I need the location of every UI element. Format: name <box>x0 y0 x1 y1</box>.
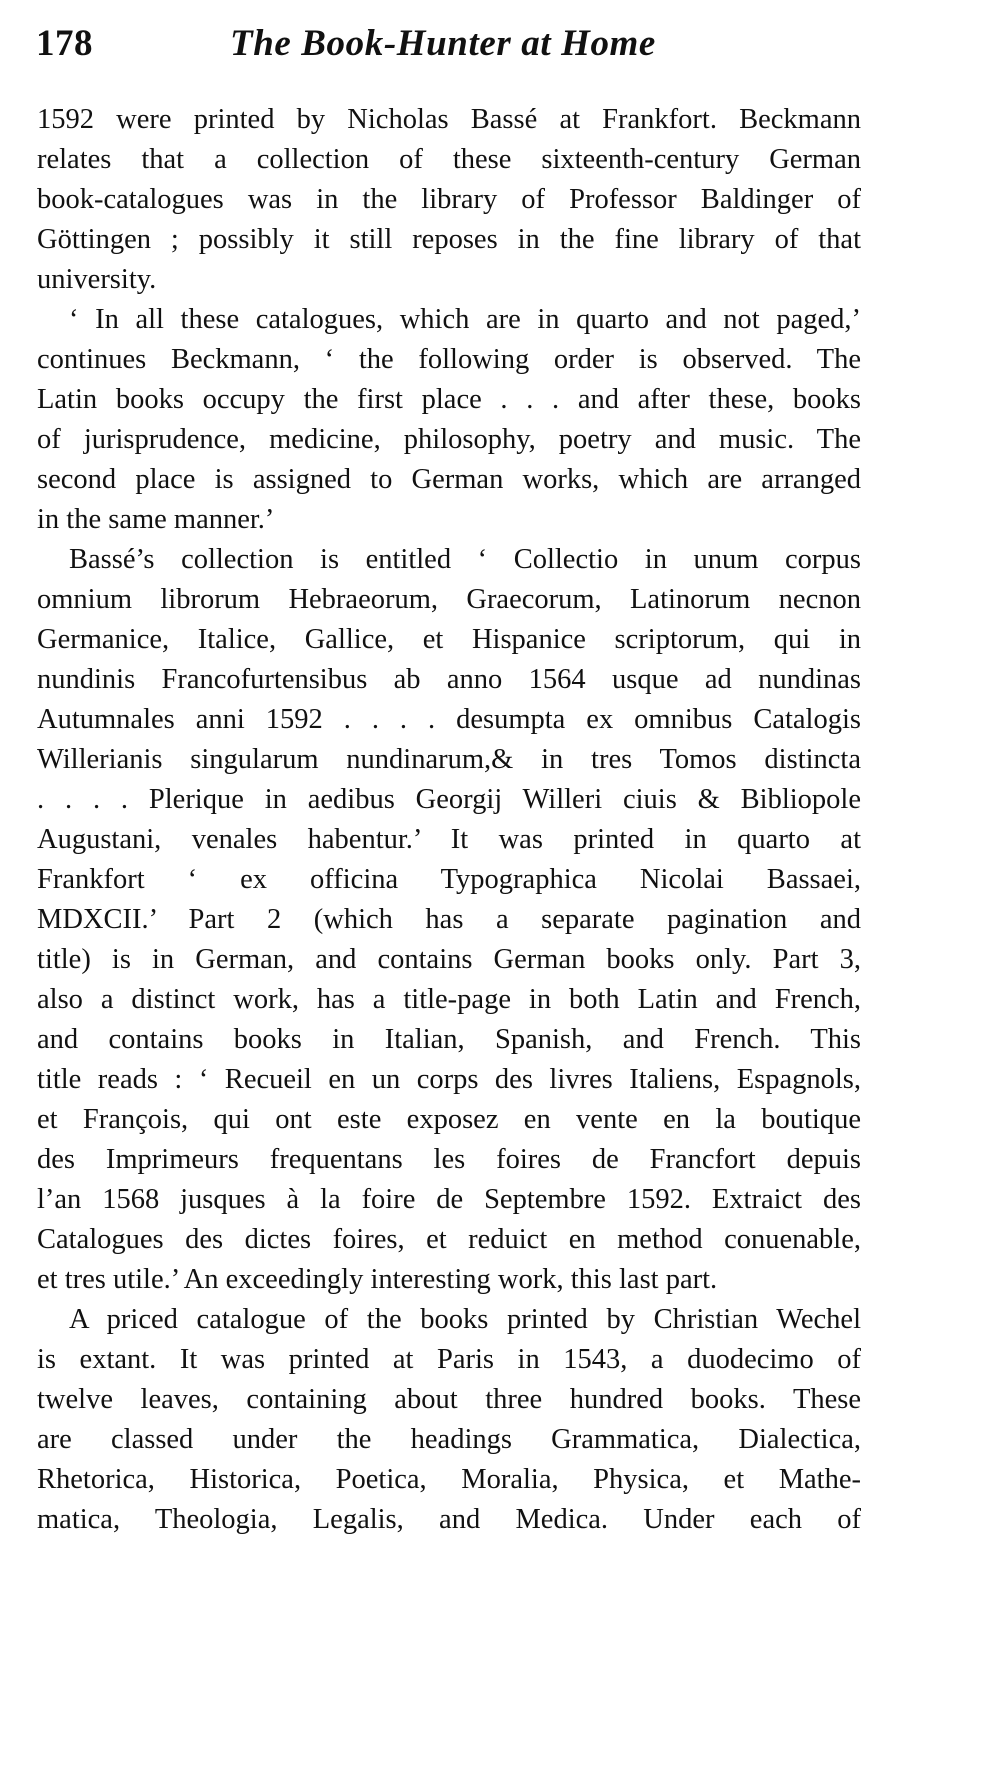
text-line: et tres utile.’ An exceedingly interesting work, this last part. <box>37 1264 718 1295</box>
text-line: Frankfort ‘ ex officina Typographica Nicolai Bassaei, <box>37 864 861 895</box>
text-line: nundinis Francofurtensibus ab anno 1564 usque ad nundinas <box>37 664 861 695</box>
text-line: and contains books in Italian, Spanish, and French. This <box>37 1024 861 1055</box>
text-line: twelve leaves, containing about three hundred books. These <box>37 1384 861 1415</box>
running-title: The Book-Hunter at Home <box>230 23 656 64</box>
text-line: Göttingen ; possibly it still reposes in the fine library of that <box>37 224 861 255</box>
text-line: Bassé’s collection is entitled ‘ Collectio in unum corpus <box>69 544 861 575</box>
text-line: des Imprimeurs frequentans les foires de Francfort depuis <box>37 1144 861 1175</box>
text-line: title reads : ‘ Recueil en un corps des livres Italiens, Espagnols, <box>37 1064 861 1095</box>
text-line: Germanice, Italice, Gallice, et Hispanice scriptorum, qui in <box>37 624 861 655</box>
text-line: also a distinct work, has a title-page in both Latin and French, <box>37 984 861 1015</box>
text-line: of jurisprudence, medicine, philosophy, poetry and music. The <box>37 424 861 455</box>
text-line: Latin books occupy the first place . . . and after these, books <box>37 384 861 415</box>
text-line: Rhetorica, Historica, Poetica, Moralia, Physica, et Mathe- <box>37 1464 861 1495</box>
text-line: in the same manner.’ <box>37 504 275 535</box>
text-line: matica, Theologia, Legalis, and Medica. Under each of <box>37 1504 861 1535</box>
running-head <box>36 22 916 74</box>
text-line: MDXCII.’ Part 2 (which has a separate pagination and <box>37 904 861 935</box>
text-line: are classed under the headings Grammatica, Dialectica, <box>37 1424 861 1455</box>
text-line: Catalogues des dictes foires, et reduict en method conuenable, <box>37 1224 861 1255</box>
text-line: omnium librorum Hebraeorum, Graecorum, Latinorum necnon <box>37 584 861 615</box>
body-text <box>37 100 861 1540</box>
text-line: ‘ In all these catalogues, which are in quarto and not paged,’ <box>69 304 861 335</box>
text-line: A priced catalogue of the books printed by Christian Wechel <box>69 1304 861 1335</box>
text-line: title) is in German, and contains German books only. Part 3, <box>37 944 861 975</box>
text-line: Augustani, venales habentur.’ It was printed in quarto at <box>37 824 861 855</box>
text-line: university. <box>37 264 157 295</box>
text-line: l’an 1568 jusques à la foire de Septembre 1592. Extraict des <box>37 1184 861 1215</box>
text-line: book-catalogues was in the library of Professor Baldinger of <box>37 184 861 215</box>
text-line: Autumnales anni 1592 . . . . desumpta ex omnibus Catalogis <box>37 704 861 735</box>
text-line: . . . . Plerique in aedibus Georgij Willeri ciuis & Bibliopole <box>37 784 861 815</box>
page-number: 178 <box>36 23 93 64</box>
text-line: second place is assigned to German works, which are arranged <box>37 464 861 495</box>
text-line: continues Beckmann, ‘ the following order is observed. The <box>37 344 861 375</box>
text-line: 1592 were printed by Nicholas Bassé at Frankfort. Beckmann <box>37 104 861 135</box>
text-line: relates that a collection of these sixteenth-century German <box>37 144 861 175</box>
text-line: is extant. It was printed at Paris in 1543, a duodecimo of <box>37 1344 861 1375</box>
text-line: et François, qui ont este exposez en vente en la boutique <box>37 1104 861 1135</box>
text-line: Willerianis singularum nundinarum,& in tres Tomos distincta <box>37 744 861 775</box>
